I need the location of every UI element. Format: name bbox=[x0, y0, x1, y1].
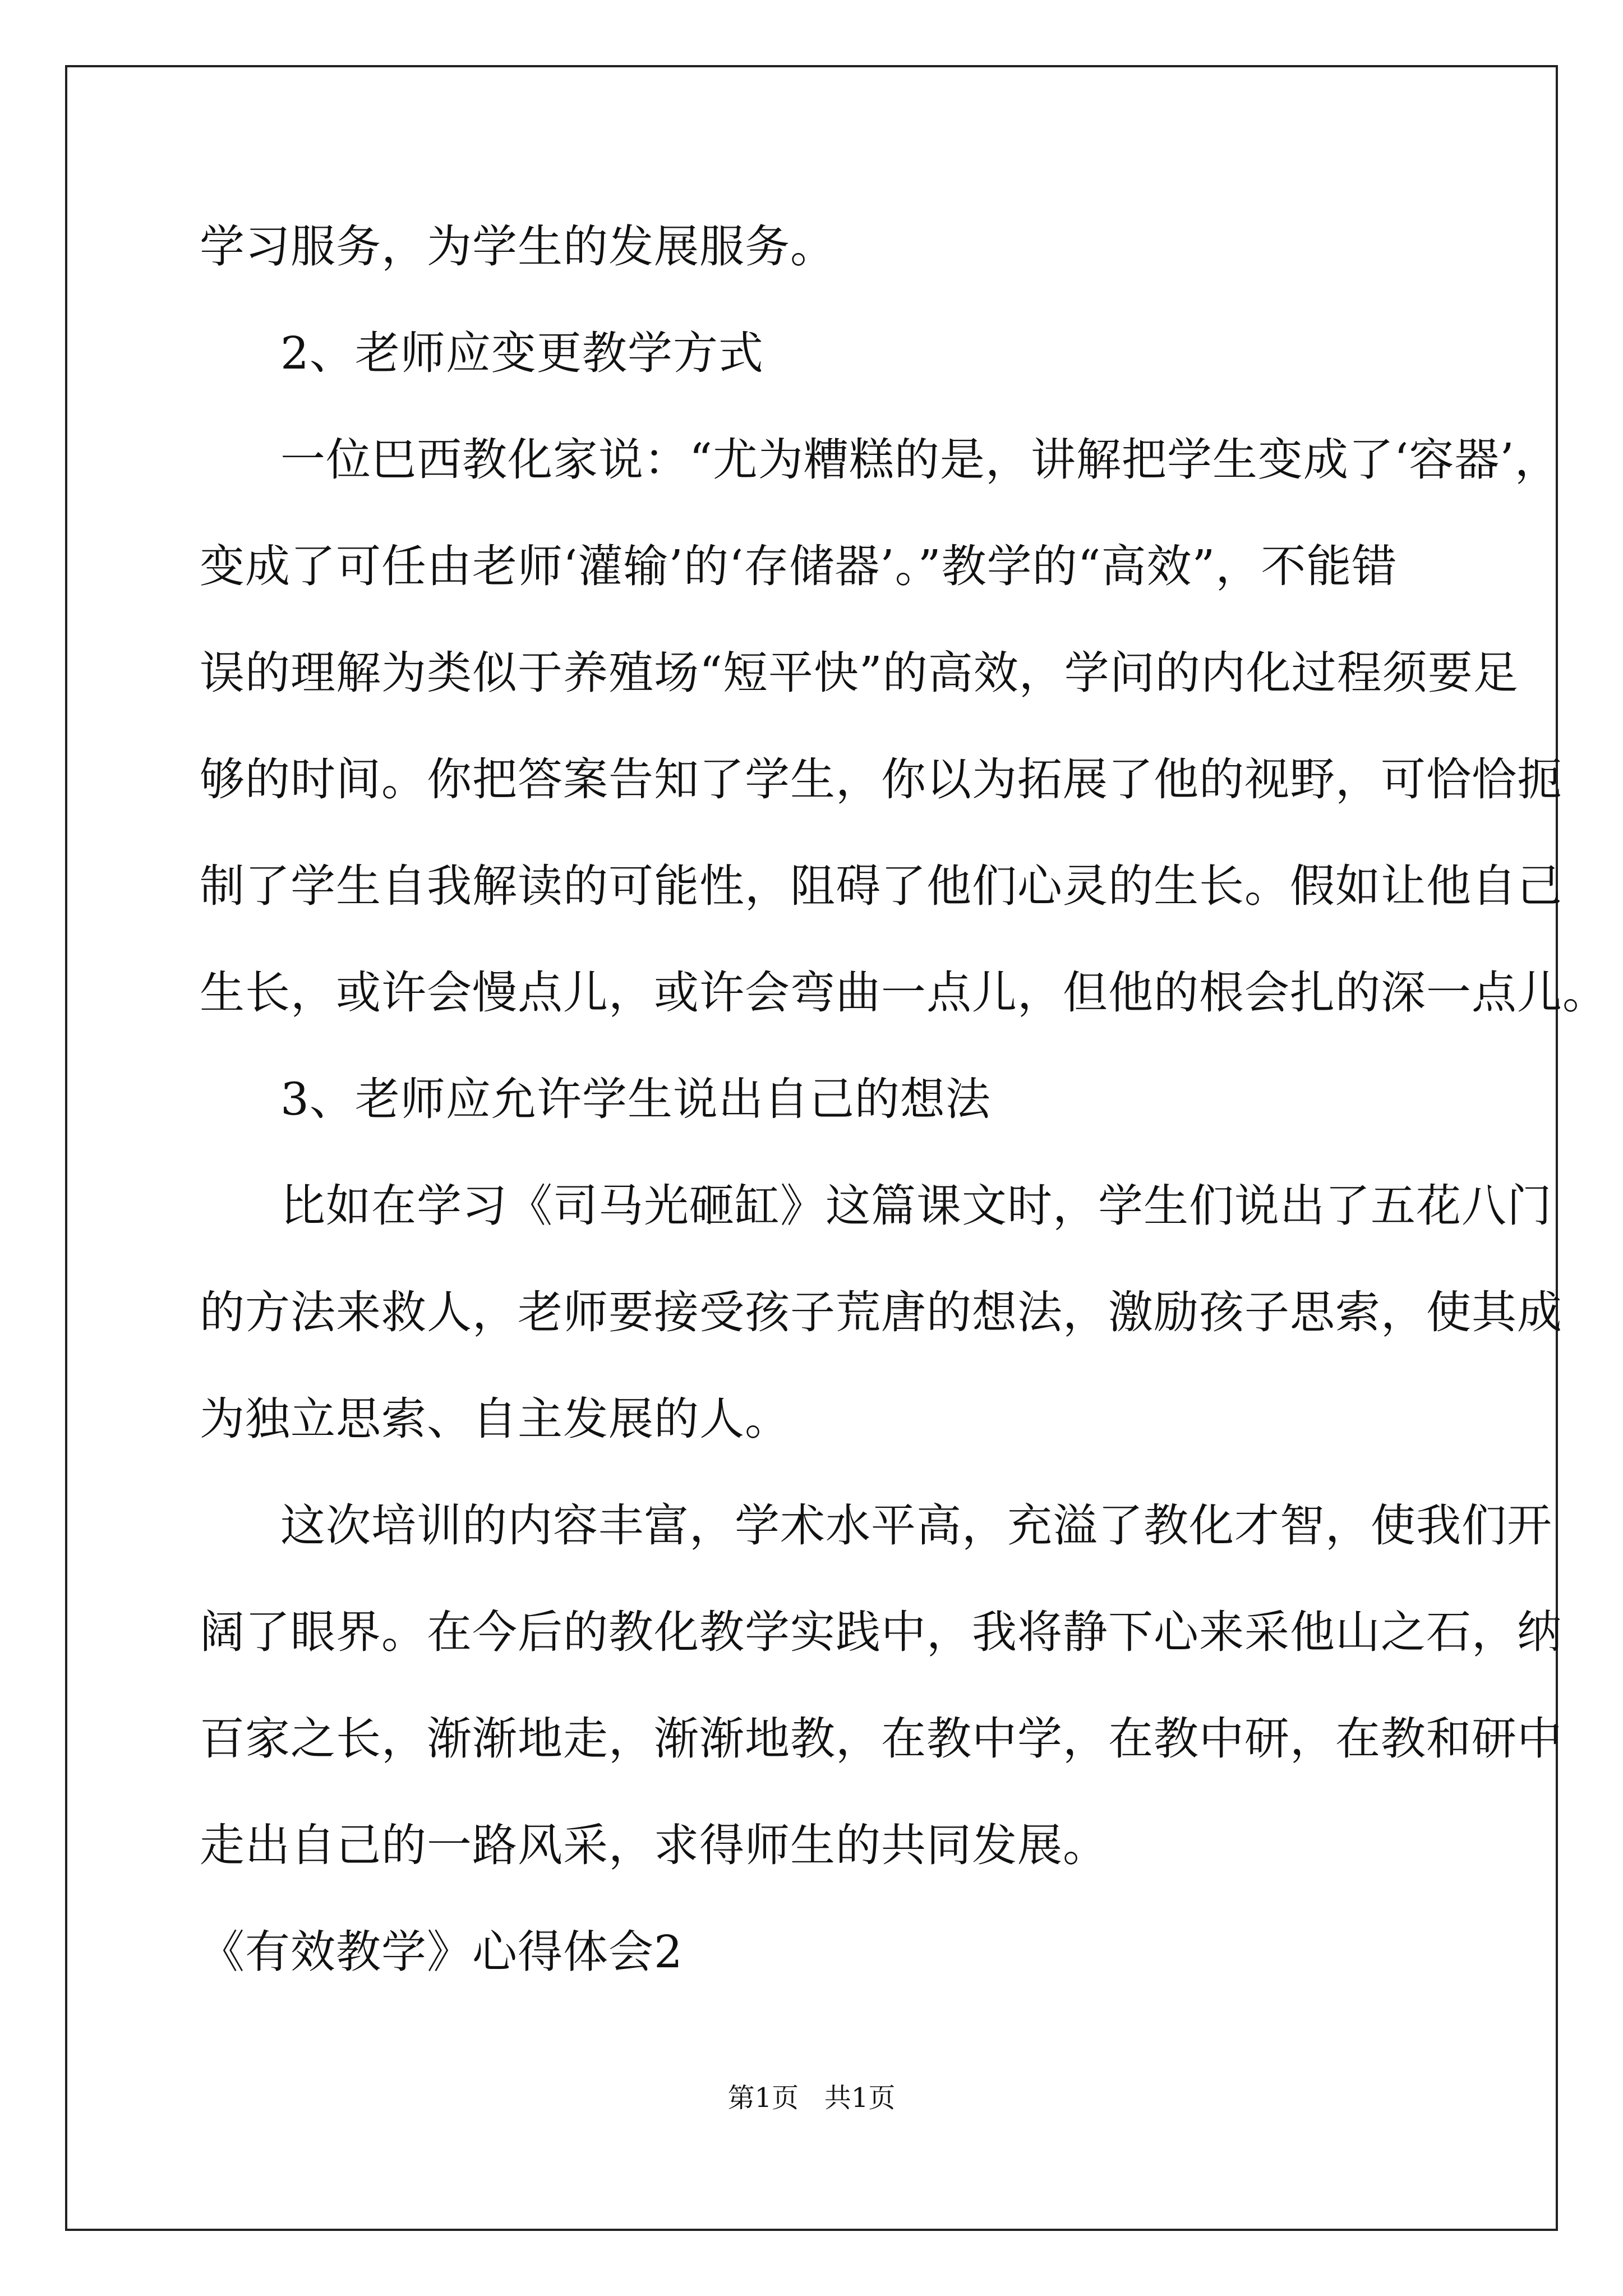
paragraph-line: 的方法来救人，老师要接受孩子荒唐的想法，激励孩子思索，使其成 bbox=[200, 1286, 1562, 1338]
page-border bbox=[65, 65, 1558, 2231]
paragraph-line: 生长，或许会慢点儿，或许会弯曲一点儿，但他的根会扎的深一点儿。 bbox=[200, 967, 1608, 1019]
paragraph-line: 阔了眼界。在今后的教化教学实践中，我将静下心来采他山之石，纳 bbox=[200, 1606, 1562, 1658]
section-heading: 3、老师应允许学生说出自己的想法 bbox=[280, 1073, 991, 1125]
paragraph-line: 走出自己的一路风采，求得师生的共同发展。 bbox=[200, 1819, 1108, 1871]
section-heading: 2、老师应变更教学方式 bbox=[280, 327, 764, 379]
paragraph-line: 够的时间。你把答案告知了学生，你以为拓展了他的视野，可恰恰扼 bbox=[200, 753, 1562, 806]
paragraph-line: 百家之长，渐渐地走，渐渐地教，在教中学，在教中研，在教和研中 bbox=[200, 1713, 1562, 1765]
paragraph-line: 这次培训的内容丰富，学术水平高，充溢了教化才智，使我们开 bbox=[280, 1499, 1552, 1552]
paragraph-line: 制了学生自我解读的可能性，阻碍了他们心灵的生长。假如让他自己 bbox=[200, 860, 1562, 912]
paragraph-line: 比如在学习《司马光砸缸》这篇课文时，学生们说出了五花八门 bbox=[280, 1180, 1552, 1232]
paragraph-line: 学习服务，为学生的发展服务。 bbox=[200, 220, 836, 273]
paragraph-line: 误的理解为类似于养殖场“短平快”的高效，学问的内化过程须要足 bbox=[200, 647, 1519, 699]
paragraph-line: 变成了可任由老师‘灌输’的‘存储器’。”教学的“高效”，不能错 bbox=[200, 540, 1398, 592]
page-footer: 第1页 共1页 bbox=[727, 2082, 896, 2114]
document-title: 《有效教学》心得体会2 bbox=[200, 1926, 683, 1978]
paragraph-line: 一位巴西教化家说：“尤为糟糕的是，讲解把学生变成了‘容器’， bbox=[280, 434, 1560, 486]
paragraph-line: 为独立思索、自主发展的人。 bbox=[200, 1393, 790, 1445]
